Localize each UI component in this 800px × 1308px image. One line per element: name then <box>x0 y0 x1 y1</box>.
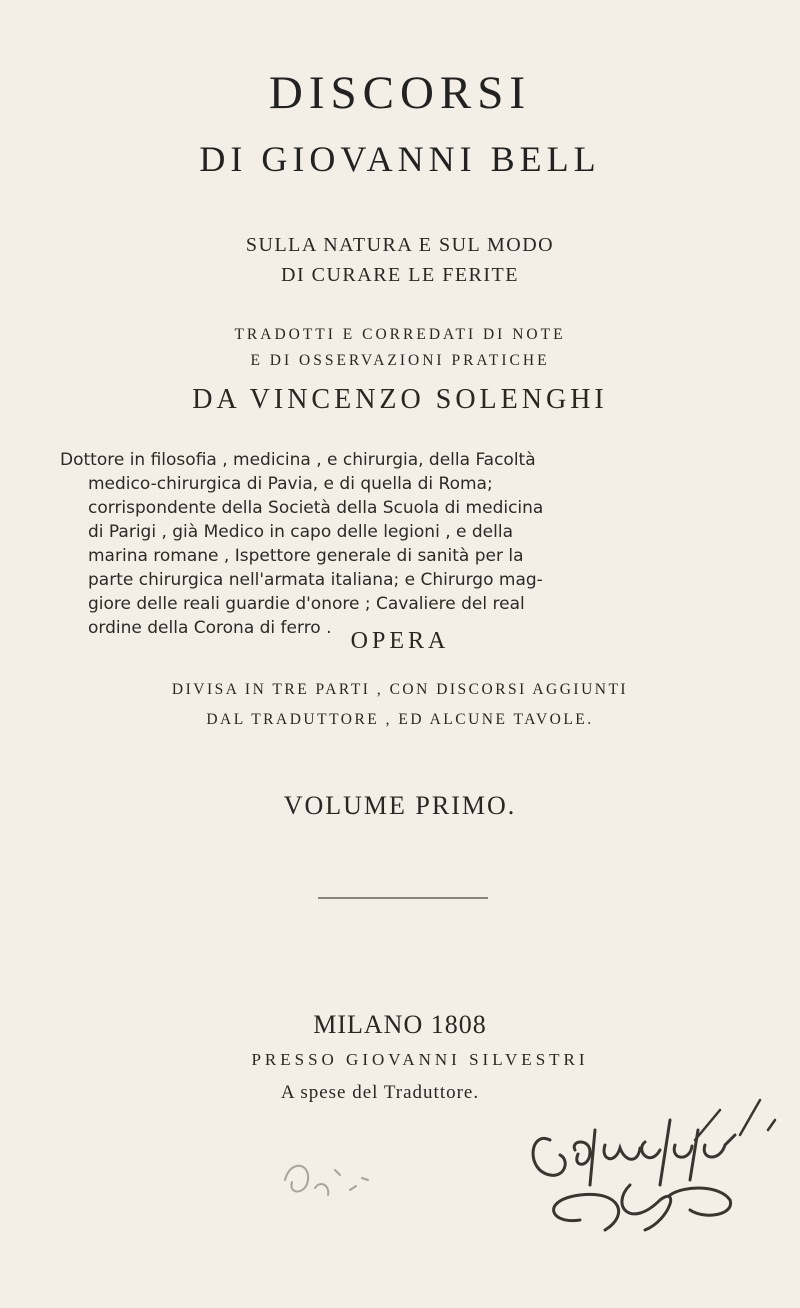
credential-line: giore delle reali guardie d'onore ; Cavaliere del real <box>88 594 525 614</box>
author-line: DI GIOVANNI BELL <box>199 139 601 179</box>
faded-stamp <box>270 1150 380 1210</box>
credential-line: marina romane , Ispettore generale di sanità per la <box>88 546 524 566</box>
ornamental-rule <box>318 897 488 899</box>
credential-line: ordine della Corona di ferro . <box>88 618 332 638</box>
work-label: OPERA <box>350 628 450 654</box>
credential-line: Dottore in filosofia , medicina , e chirurgia, della Facoltà <box>60 450 536 470</box>
credential-line: di Parigi , già Medico in capo delle legioni , e della <box>88 522 513 542</box>
work-description <box>0 675 800 735</box>
subject-line-2: DI CURARE LE FERITE <box>281 264 519 286</box>
imprint-printer: PRESSO GIOVANNI SILVESTRI <box>251 1050 589 1069</box>
translation-line-2: E DI OSSERVAZIONI PRATICHE <box>250 352 550 369</box>
volume-label: VOLUME PRIMO. <box>283 791 517 820</box>
credential-line: corrispondente della Società della Scuola di medicina <box>88 498 544 518</box>
work-line-2: DAL TRADUTTORE , ED ALCUNE TAVOLE. <box>206 711 594 728</box>
subject-line-1: SULLA NATURA E SUL MODO <box>245 234 555 256</box>
imprint-city-year: MILANO 1808 <box>313 1010 487 1039</box>
translator-name: DA VINCENZO SOLENGHI <box>192 384 608 415</box>
work-line-1: DIVISA IN TRE PARTI , CON DISCORSI AGGIUNTI <box>171 681 629 698</box>
translation-line-1: TRADOTTI E CORREDATI DI NOTE <box>234 326 566 343</box>
imprint-expense: A spese del Traduttore. <box>280 1082 480 1103</box>
translator-credentials <box>60 448 748 640</box>
translation-note <box>0 322 800 374</box>
credential-line: parte chirurgica nell'armata italiana; e Chirurgo mag- <box>88 570 543 590</box>
subject-block <box>0 230 800 290</box>
book-title: DISCORSI <box>268 67 532 119</box>
handwritten-signature <box>520 1090 790 1240</box>
credential-line: medico-chirurgica di Pavia, e di quella di Roma; <box>88 474 493 494</box>
